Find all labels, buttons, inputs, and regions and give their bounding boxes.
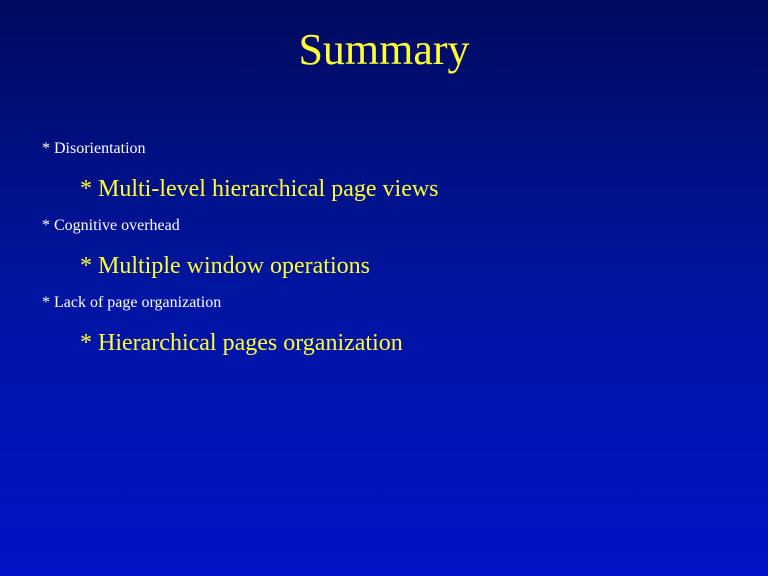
solution-item-multiple-window-operations: * Multiple window operations	[80, 253, 370, 279]
problem-item-cognitive-overhead: * Cognitive overhead	[42, 217, 180, 234]
slide-title: Summary	[298, 25, 470, 74]
solution-item-multi-level-views: * Multi-level hierarchical page views	[80, 176, 439, 202]
problem-item-page-organization: * Lack of page organization	[42, 294, 222, 311]
problem-item-disorientation: * Disorientation	[42, 140, 146, 157]
solution-item-hierarchical-organization: * Hierarchical pages organization	[80, 330, 403, 356]
